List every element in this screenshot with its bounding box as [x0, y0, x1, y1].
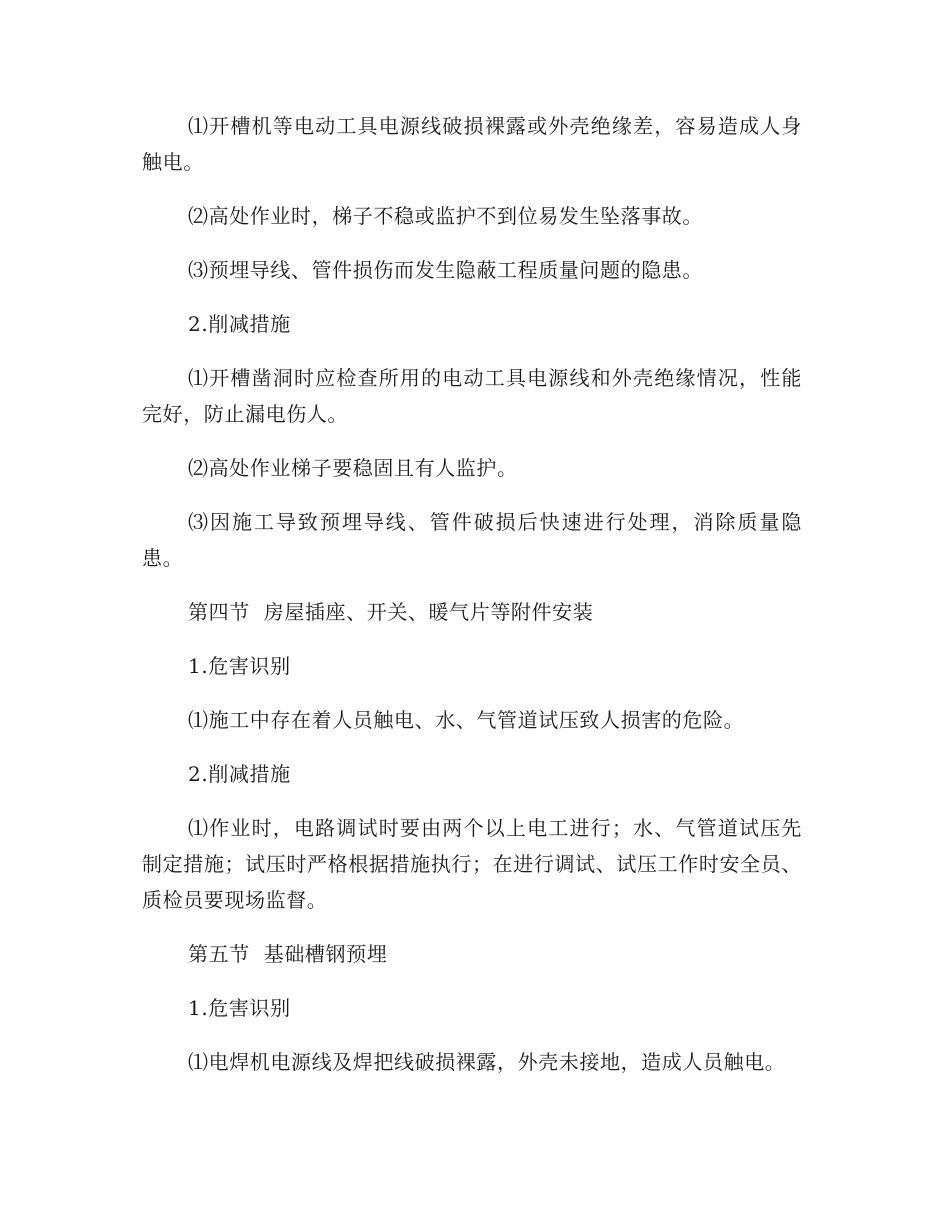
subheading-hazard-identification: 1.危害识别: [188, 654, 291, 678]
document-body: [142, 108, 802, 1098]
paragraph-hazard-5-1: ⑴电焊机电源线及焊把线破损裸露，外壳未接地，造成人员触电。: [188, 1050, 786, 1074]
paragraph-hazard-2: ⑵高处作业时，梯子不稳或监护不到位易发生坠落事故。: [188, 204, 703, 228]
paragraph-hazard-1: ⑴开槽机等电动工具电源线破损裸露或外壳绝缘差，容易造成人身触电。: [142, 114, 802, 174]
paragraph-hazard-3: ⑶预埋导线、管件损伤而发生隐蔽工程质量问题的隐患。: [188, 258, 703, 282]
paragraph-mitigation-2: ⑵高处作业梯子要稳固且有人监护。: [188, 456, 518, 480]
paragraph-hazard-4-1: ⑴施工中存在着人员触电、水、气管道试压致人损害的危险。: [188, 708, 745, 732]
section-heading-4: 第四节 房屋插座、开关、暖气片等附件安装: [188, 600, 594, 624]
section-heading-5: 第五节 基础槽钢预埋: [188, 942, 388, 966]
paragraph-mitigation-1: ⑴开槽凿洞时应检查所用的电动工具电源线和外壳绝缘情况，性能完好，防止漏电伤人。: [142, 366, 802, 426]
subheading-hazard-identification-5: 1.危害识别: [188, 996, 291, 1020]
paragraph-mitigation-3: ⑶因施工导致预埋导线、管件破损后快速进行处理，消除质量隐患。: [142, 510, 802, 570]
paragraph-mitigation-4-1: ⑴作业时，电路调试时要由两个以上电工进行；水、气管道试压先制定措施；试压时严格根据措施执行；在进行调试、试压工作时安全员、质检员要现场监督。: [142, 816, 802, 912]
subheading-mitigation: 2.削减措施: [188, 312, 291, 336]
subheading-mitigation-4: 2.削减措施: [188, 762, 291, 786]
